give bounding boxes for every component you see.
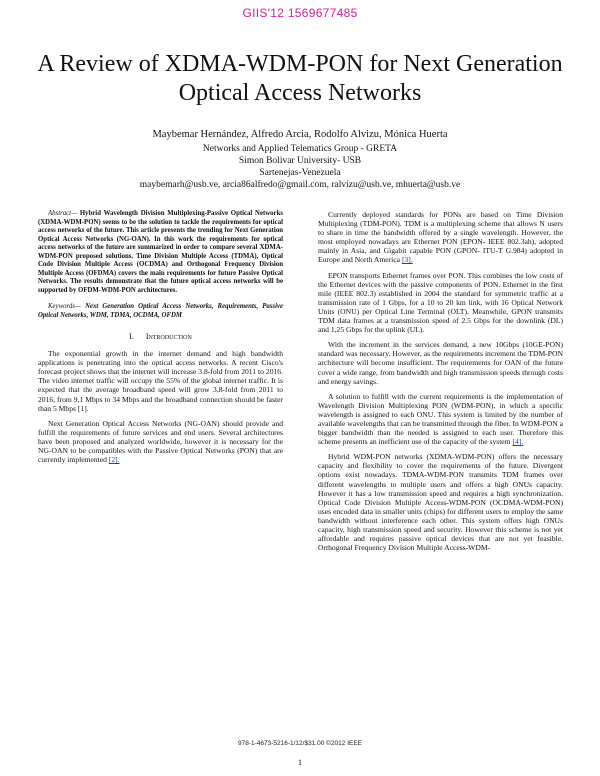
- citation-link-2[interactable]: [2].: [108, 455, 120, 465]
- copyright-isbn: 978-1-4673-5216-1/12/$31.00 ©2012 IEEE: [237, 740, 363, 747]
- section-number: I.: [129, 332, 134, 341]
- title-line-1: A Review of XDMA-WDM-PON for Next Generation: [37, 51, 563, 77]
- right-paragraph-1-text: Currently deployed standards for PONs are based on Time Division Multiplexing (TDM-PON). TDM is a multiplexing scheme that allows N users to share in time the bandwidth offered by a single wavelength. However, the most employed nowadays are Ethernet PON (EPON- IEEE 802.3ah), adopted mainly in Asia, and Gigabit capable PON (GPON- ITU-T G.984) adopted in Europe and North America: [318, 210, 563, 265]
- author-block: [0, 129, 600, 191]
- abstract: [38, 210, 283, 295]
- citation-link-3[interactable]: [3].: [401, 255, 413, 265]
- keywords-label: Keywords—: [48, 303, 81, 310]
- title-line-2: Optical Access Networks: [178, 80, 422, 106]
- section-title: Introduction: [145, 332, 192, 341]
- keywords-body: Next Generation Optical Access Networks, Requirements, Passive Optical Networks, WDM, TDMA, OCDMA, OFDM: [38, 303, 283, 319]
- paper-id-header: GIIS'12 1569677485: [242, 6, 358, 20]
- intro-paragraph-2: [38, 419, 283, 464]
- section-heading-introduction: [38, 332, 283, 341]
- right-paragraph-5: Hybrid WDM-PON networks (XDMA-WDM-PON) offers the necessary capacity and flexibility to cover the requirements of the future. Divergent options exist nowadays. TDMA-WDM-PON transmits TDM frames over different wavelengths to multiple users and offers a high ONUs capacity. However it has a low transmission speed and requires a high synchronization. Optical Code Division Multiple Access-WDM-PON (OCDMA-WDM-PON) uses encoded data in smaller units (chips) for different users to employ the same bandwidth without interference each other. This system offers high ONUs capacity, high transmission speed and security. However this scheme is not yet affordable and requires passive optical devices that are not yet feasible. Orthogonal Frequency Division Multiple Access-WDM-: [318, 452, 563, 553]
- affiliation-group: Networks and Applied Telematics Group - GRETA: [202, 144, 398, 154]
- right-paragraph-4-text: A solution to fulfill with the current requirements is the implementation of Wavelength Division Multiplexing PON (WDM-PON), in which a specific wavelength is assigned to each ONU. This system is limited by the number of available wavelengths that can be transmitted through the fiber. In WDM-PON a bigger bandwidth than the needed is assigned to each user. Therefore this scheme presents an inefficient use of the capacity of the system: [318, 391, 563, 447]
- author-names: Maybemar Hernández, Alfredo Arcia, Rodolfo Alvizu, Mónica Huerta: [152, 129, 448, 140]
- affiliation-location: Sartenejas-Venezuela: [259, 168, 341, 178]
- affiliation-university: Simon Bolivar University- USB: [238, 156, 362, 166]
- author-emails: maybemarh@usb.ve, arcia86alfredo@gmail.com, ralvizu@usb.ve, mhuerta@usb.ve: [139, 180, 461, 190]
- right-column: [318, 210, 563, 558]
- citation-link-4[interactable]: [4].: [512, 437, 524, 447]
- right-paragraph-1: [318, 210, 563, 265]
- right-paragraph-3: With the increment in the services demand, a new 10Gbps (10GE-PON) standard was necessary. However, as the requirements increment the TDM-PON architecture will become insufficient. The requirements for OAN of the future cover a wide range, from bandwidth and high transmission speeds through costs and energy savings.: [318, 340, 563, 386]
- left-column: [38, 210, 283, 470]
- keywords: [38, 303, 283, 320]
- right-paragraph-4: [318, 392, 563, 447]
- page-number: 1: [297, 757, 303, 767]
- intro-paragraph-2-text: Next Generation Optical Access Networks (NG-OAN) should provide and fulfill the requirements of future services and end users. Several architectures have been proposed and analyzed worldwide, however it is necessary for the NG-OAN to be compatibles with the Passive Optical Networks (PON) that are currently implemented: [38, 418, 283, 465]
- intro-paragraph-1: The exponential growth in the internet demand and high bandwidth applications is penetrating into the optical access networks. A recent Cisco's forecast project shows that the internet will increase 3.8-fold from 2011 to 2016. The video internet traffic will occupy the 55% of the global internet traffic. It is expected that the average broadband speed will grow 3,8-fold from 2011 to 2016, from 9,1 Mbps to 34 Mbps and the broadband connection should be faster than 5 Mbps [1].: [38, 349, 283, 413]
- paper-title: [20, 50, 580, 108]
- abstract-body: Hybrid Wavelength Division Multiplexing-Passive Optical Networks (XDMA-WDM-PON) seems to be the solution to tackle the requirements for optical access networks of the future. This article presents the trending for Next Generation Optical Access Networks (NG-OAN). In this work the requirements for optical access networks of the future are summarized in order to compare several XDMA-WDM-PON proposed solutions. Time Division Multiple Access (TDMA), Optical Code Division Multiple Access (OCDMA) and Orthogonal Frequency Division Multiple Access (OFDMA) covers the main requirements for future Passive Optical Networks. The results demonstrate that the future optical access networks will be supported by OFDM-WDM-PON architectures.: [38, 210, 283, 294]
- abstract-label: Abstract—: [48, 210, 78, 217]
- right-paragraph-2: EPON transports Ethernet frames over PON. This combines the low costs of the Ethernet devices with the passive components of PON. Ethernet in the first mile (IEEE 802.3) established in 2004 the standard for symmetric traffic at a transmission rate of 1 Gbps, for a 10 to 20 km link, with 16 Optical Network Units (ONU) per Optical Line Terminal (OLT). Meanwhile, GPON transmits TDM data frames at a transmission speed of 2.5 Gbps for the downlink (DL) and 1,25 Gbps for the uplink (UL).: [318, 270, 563, 335]
